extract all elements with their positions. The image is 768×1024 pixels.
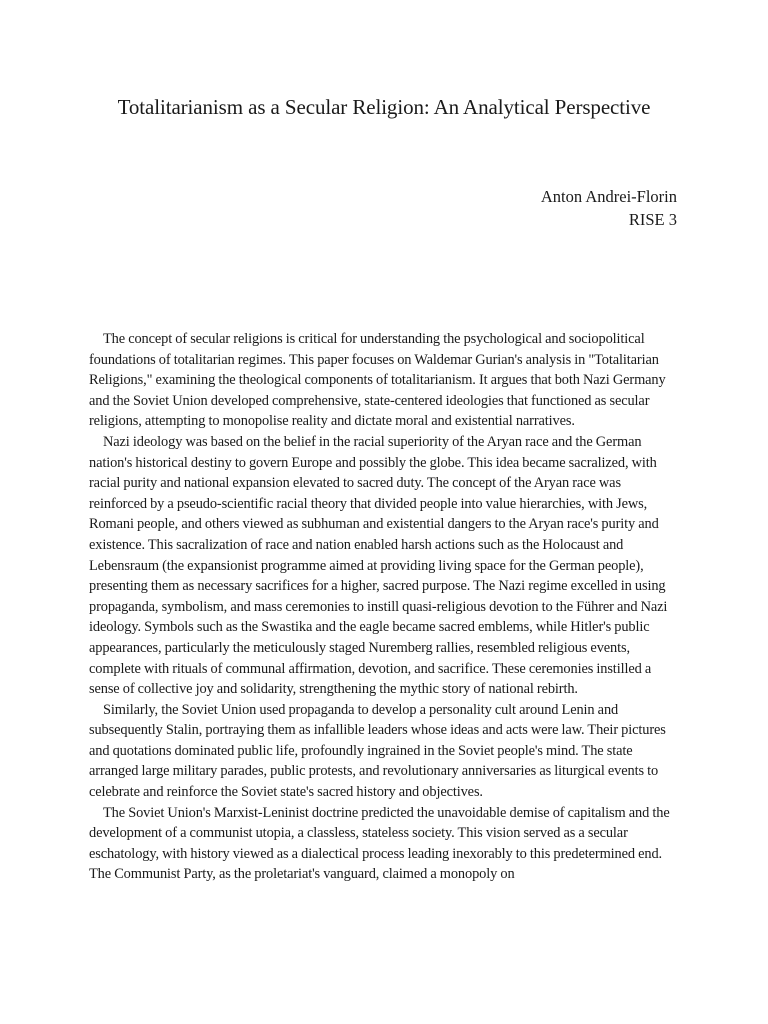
author-affiliation: RISE 3 [628, 209, 677, 229]
author-name: Anton Andrei-Florin [540, 187, 677, 206]
body-text [89, 329, 675, 885]
paragraph: Nazi ideology was based on the belief in the racial superiority of the Aryan race and the German nation's historical destiny to govern Europe and possibly the globe. This idea became sacralized, with racial purity and national expansion elevated to sacred duty. The concept of the Aryan race was reinforced by a pseudo-scientific racial theory that divided people into value hierarchies, with Jews, Romani people, and others viewed as subhuman and existential dangers to the Aryan race's purity and existence. This sacralization of race and nation enabled harsh actions such as the Holocaust and Lebensraum (the expansionist programme aimed at providing living space for the German people), presenting them as necessary sacrifices for a higher, sacred purpose. The Nazi regime excelled in using propaganda, symbolism, and mass ceremonies to instill quasi-religious devotion to the Führer and Nazi ideology. Symbols such as the Swastika and the eagle became sacred emblems, while Hitler's public appearances, particularly the meticulously staged Nuremberg rallies, resembled religious events, complete with rituals of communal affirmation, devotion, and sacrifice. These ceremonies instilled a sense of collective joy and solidarity, strengthening the mythic story of national rebirth. [89, 433, 668, 698]
paragraph: The Soviet Union's Marxist-Leninist doctrine predicted the unavoidable demise of capitalism and the development of a communist utopia, a classless, stateless society. This vision served as a secular eschatology, with history viewed as a dialectical process leading inexorably to this predetermined end. The Communist Party, as the proletariat's vanguard, claimed a monopoly on [89, 804, 670, 883]
paragraph: Similarly, the Soviet Union used propaganda to develop a personality cult around Lenin and subsequently Stalin, portraying them as infallible leaders whose ideas and acts were law. Their pictures and quotations dominated public life, profoundly ingrained in the Soviet people's mind. The state arranged large military parades, public protests, and revolutionary anniversaries as liturgical events to celebrate and reinforce the Soviet state's sacred history and objectives. [89, 701, 666, 801]
document-title: Totalitarianism as a Secular Religion: An Analytical Perspective [117, 95, 651, 119]
author-block [541, 186, 677, 231]
paragraph: The concept of secular religions is critical for understanding the psychological and sociopolitical foundations of totalitarian regimes. This paper focuses on Waldemar Gurian's analysis in "Totalitarian Religions," examining the theological components of totalitarianism. It argues that both Nazi Germany and the Soviet Union developed comprehensive, state-centered ideologies that functioned as secular religions, attempting to monopolise reality and dictate moral and existential narratives. [89, 331, 666, 430]
